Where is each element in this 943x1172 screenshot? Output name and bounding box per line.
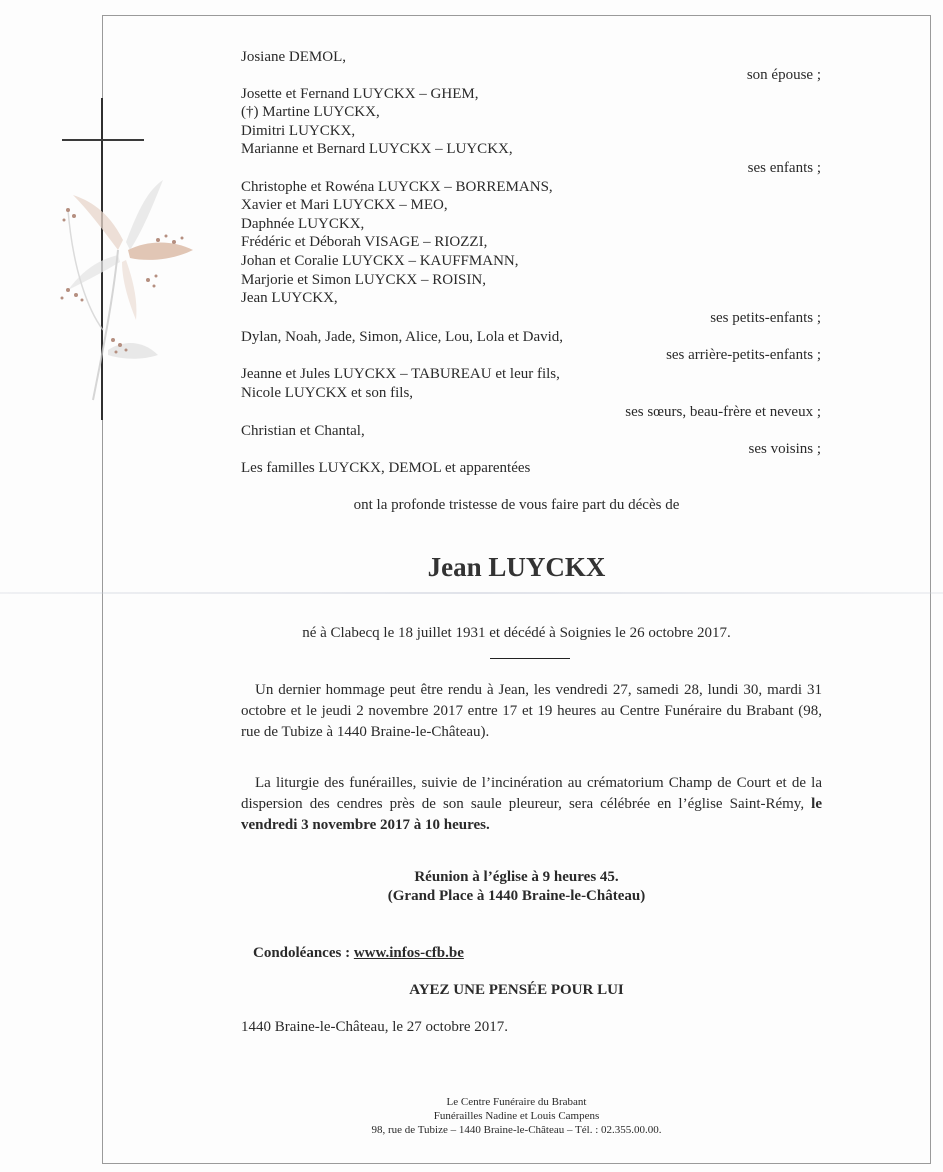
paper-fold-line [0, 592, 943, 594]
cross-icon-horizontal [62, 139, 144, 141]
lily-flower-icon [48, 150, 198, 410]
sibling-name: Jeanne et Jules LUYCKX – TABUREAU et leur fils, [241, 366, 560, 382]
sibling-name: Nicole LUYCKX et son fils, [241, 385, 414, 401]
grandchild-name: Daphnée LUYCKX, [241, 216, 365, 232]
footer-line-2: Funérailles Nadine et Louis Campens [433, 1110, 600, 1122]
condolences-label: Condoléances : [253, 945, 351, 961]
grandchild-name: Marjorie et Simon LUYCKX – ROISIN, [241, 272, 486, 288]
grandchild-name: Frédéric et Déborah VISAGE – RIOZZI, [241, 234, 488, 250]
homage-paragraph: Un dernier hommage peut être rendu à Jean, les vendredi 27, samedi 28, lundi 30, mardi 31 octobre et le jeudi 2 novembre 2017 entre 17 et 19 heures au Centre Funéraire du Brabant (98, rue de Tubize à 1440 Braine-le-Château). [241, 682, 822, 740]
closing-line: AYEZ UNE PENSÉE POUR LUI [409, 982, 624, 998]
neighbor-names: Christian et Chantal, [241, 423, 365, 439]
deceased-name: Jean LUYCKX [427, 552, 606, 582]
meeting-line-1: Réunion à l’église à 9 heures 45. [414, 869, 619, 885]
relation-great-grandchildren: ses arrière-petits-enfants ; [666, 347, 821, 363]
grandchild-name: Jean LUYCKX, [241, 290, 338, 306]
relation-grandchildren: ses petits-enfants ; [710, 310, 821, 326]
grandchild-name: Johan et Coralie LUYCKX – KAUFFMANN, [241, 253, 519, 269]
child-name: Dimitri LUYCKX, [241, 123, 356, 139]
relation-neighbors: ses voisins ; [748, 441, 821, 457]
footer-line-1: Le Centre Funéraire du Brabant [446, 1096, 587, 1108]
place-date: 1440 Braine-le-Château, le 27 octobre 2017. [241, 1019, 508, 1035]
liturgy-paragraph [241, 773, 822, 836]
child-name: Josette et Fernand LUYCKX – GHEM, [241, 86, 479, 102]
announcement: ont la profonde tristesse de vous faire part du décès de [353, 497, 680, 513]
child-name: Marianne et Bernard LUYCKX – LUYCKX, [241, 141, 513, 157]
spouse-name: Josiane DEMOL, [241, 49, 346, 65]
footer-line-3: 98, rue de Tubize – 1440 Braine-le-Château – Tél. : 02.355.00.00. [371, 1124, 662, 1136]
grandchild-name: Xavier et Mari LUYCKX – MEO, [241, 197, 448, 213]
condolences-link[interactable]: www.infos-cfb.be [353, 945, 464, 961]
families-line: Les familles LUYCKX, DEMOL et apparentées [241, 460, 531, 476]
great-grandchildren-names: Dylan, Noah, Jade, Simon, Alice, Lou, Lola et David, [241, 329, 564, 345]
grandchild-name: Christophe et Rowéna LUYCKX – BORREMANS, [241, 179, 553, 195]
condolences-row [253, 944, 464, 962]
meeting-line-2: (Grand Place à 1440 Braine-le-Château) [387, 888, 646, 904]
birth-death-line: né à Clabecq le 18 juillet 1931 et décédé à Soignies le 26 octobre 2017. [302, 625, 731, 641]
liturgy-text: La liturgie des funérailles, suivie de l’incinération au crématorium Champ de Court et de la dispersion des cendres près de son saule pleureur, sera célébrée en l’église Saint-Rémy, [241, 775, 822, 812]
child-name: (†) Martine LUYCKX, [241, 104, 380, 120]
liturgy-date: le vendredi 3 novembre 2017 à 10 heures. [241, 796, 822, 833]
relation-siblings: ses sœurs, beau-frère et neveux ; [625, 404, 821, 420]
separator-rule [490, 658, 570, 659]
relation-spouse: son épouse ; [746, 67, 821, 83]
relation-children: ses enfants ; [747, 160, 821, 176]
